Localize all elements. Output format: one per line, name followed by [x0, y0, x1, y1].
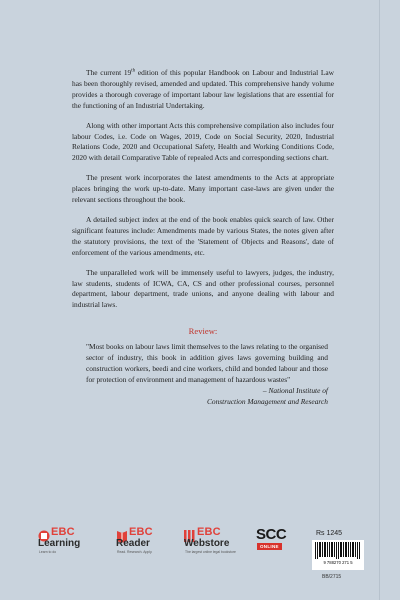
product-code: BB/2715: [322, 574, 342, 580]
back-cover-text: [72, 68, 334, 408]
review-quote: "Most books on labour laws limit themselves to the laws relating to the organised sector of industry, this book in addition gives laws governing building and construction workers, beedi and cine workers, child and bonded labour and those for protection of environment and management of hazardous wastes": [86, 342, 328, 384]
scc-online-logo: SCC ONLINE: [256, 526, 287, 549]
barcode-number: 9 788270 271 5: [323, 560, 353, 565]
paragraph-1: The current 19th edition of this popular Handbook on Labour and Industrial Law has been thoroughly revised, amended and updated. This comprehensive handy volume provides a thorough coverage of important labour law legislations that are essential for the functioning of an Industrial Undertaking.: [72, 68, 334, 110]
paragraph-5: The unparalleled work will be immensely useful to lawyers, judges, the industry, law students, students of ICWA, CA, CS and other professional courses, personnel department, labour department, trade unions, and anyone dealing with labour and industrial laws.: [72, 267, 334, 310]
isbn-barcode: [312, 540, 364, 570]
review-attribution: – National Institute of Construction Management and Research: [206, 385, 328, 406]
barcode-icon: [315, 542, 361, 559]
spine-fold-line: [379, 0, 380, 600]
paragraph-2: Along with other important Acts this comprehensive compilation also includes four labour Codes, i.e. Code on Wages, 2019, Code on Social Security, 2020, Industrial Relations Code, 2020 and Occupational Safety, Health and Working Conditions Code, 2020 with detail Comparative Table of repealed Acts and corresponding sections chart.: [72, 120, 334, 163]
paragraph-4: A detailed subject index at the end of the book enables quick search of law. Other significant features include: Amendments made by various States, the notes given after the statutory provisions, the text of the 'Statement of Objects and Reasons', date of enforcement of the various amendments, etc.: [72, 214, 334, 257]
scc-online-logo-icon: SCC: [256, 526, 287, 543]
price-label: Rs 1245: [316, 530, 343, 537]
publisher-logos: EBC Learning Learn to do EBC Reader Read. Research. Apply. EBC Webstore The largest online legal bookstore SCC ONLINE: [38, 526, 287, 554]
paragraph-3: The present work incorporates the latest amendments to the Acts at appropriate places bringing the work up-to-date. Many important case-laws are given under the relevant sections throughout the book.: [72, 173, 334, 205]
review-heading: Review:: [188, 326, 218, 337]
